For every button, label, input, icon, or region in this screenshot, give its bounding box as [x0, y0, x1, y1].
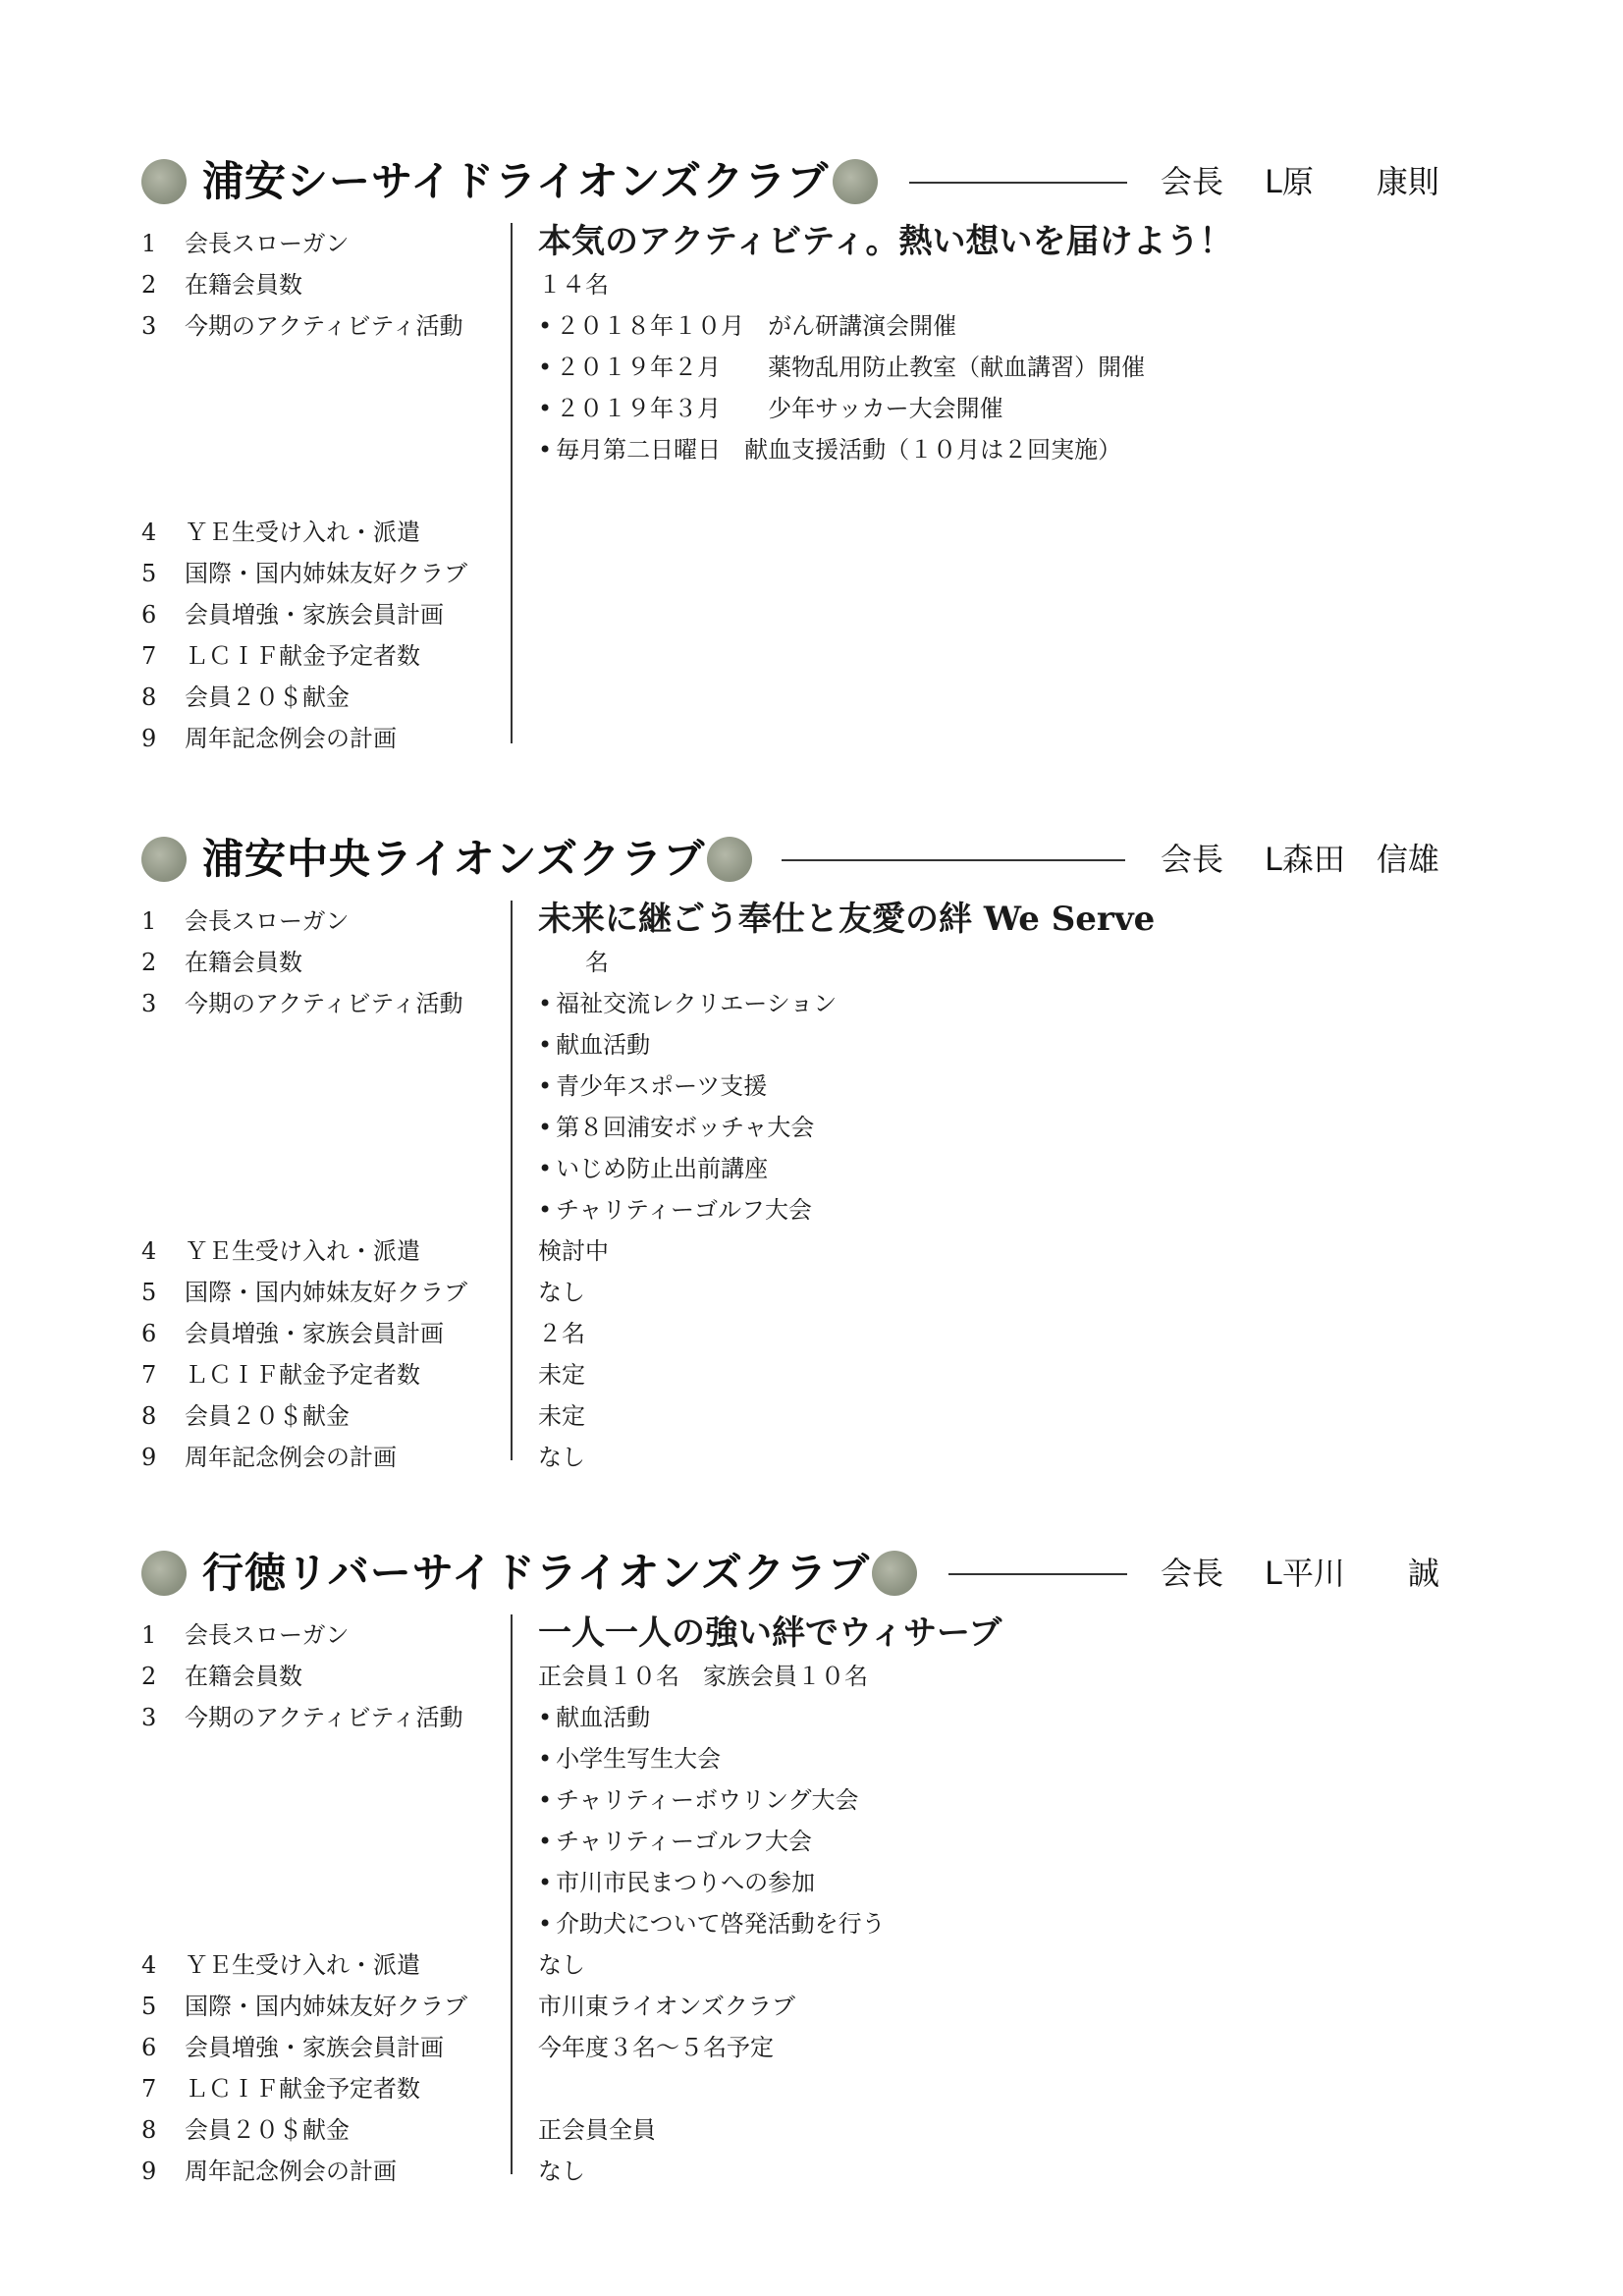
item-label: 在籍会員数: [185, 949, 302, 976]
bullet-dot-icon: [141, 837, 187, 882]
item-label: 会長スローガン: [185, 230, 350, 257]
activity-text: 青少年スポーツ支援: [556, 1072, 768, 1100]
item-number: 5: [141, 560, 157, 587]
activity-item: [538, 1738, 721, 1779]
item-number: 5: [141, 1279, 157, 1306]
item-label: 会長スローガン: [185, 907, 350, 935]
president-label: 会長: [1161, 1555, 1224, 1592]
item-number: 6: [141, 1320, 157, 1347]
bullet-icon: •: [538, 1786, 553, 1814]
answer-value: なし: [538, 1444, 585, 1471]
activity-text: チャリティーボウリング大会: [556, 1786, 859, 1814]
club-header: [137, 152, 1453, 211]
activity-item: [538, 1107, 814, 1148]
bullet-dot-icon: [872, 1551, 917, 1596]
club-header: [137, 830, 1453, 889]
club-name: 行徳リバーサイドライオンズクラブ: [202, 1549, 871, 1597]
members-value: 名: [538, 949, 609, 976]
activity-text: いじめ防止出前講座: [556, 1155, 769, 1182]
item-label: ＹＥ生受け入れ・派遣: [185, 519, 420, 546]
club-body: [137, 901, 1453, 1480]
president-name: L平川 誠: [1265, 1555, 1439, 1592]
item-label: 今期のアクティビティ活動: [185, 1704, 463, 1731]
answer-value: ２名: [538, 1320, 585, 1347]
activity-item: [538, 1862, 815, 1903]
bullet-icon: •: [538, 1114, 553, 1141]
activity-text: 第８回浦安ボッチャ大会: [556, 1114, 815, 1141]
item-label: 国際・国内姉妹友好クラブ: [185, 560, 467, 587]
activity-item: [538, 983, 837, 1024]
activity-item: [538, 1189, 812, 1230]
item-label: ＬＣＩＦ献金予定者数: [185, 642, 420, 670]
item-number: 8: [141, 1402, 157, 1430]
divider: [909, 182, 1127, 184]
activity-item: [538, 1821, 812, 1862]
item-number: 7: [141, 642, 157, 670]
activity-text: 小学生写生大会: [556, 1745, 722, 1773]
activity-item: [538, 347, 1145, 388]
activity-item: [538, 1024, 650, 1066]
activity-text: ２０１９年３月 少年サッカー大会開催: [556, 395, 1003, 422]
item-number: 2: [141, 949, 157, 976]
item-label: 周年記念例会の計画: [185, 1444, 397, 1471]
item-number: 5: [141, 1993, 157, 2020]
item-number: 3: [141, 312, 157, 340]
bullet-icon: •: [538, 1072, 553, 1100]
slogan-value: 未来に継ごう奉仕と友愛の絆 We Serve: [538, 900, 1156, 939]
bullet-icon: •: [538, 1031, 553, 1059]
bullet-icon: •: [538, 1869, 553, 1896]
activity-text: 福祉交流レクリエーション: [556, 990, 838, 1017]
divider: [948, 1573, 1127, 1575]
bullet-dot-icon: [833, 159, 878, 204]
item-label: 会員２０＄献金: [185, 2116, 350, 2144]
item-label: ＹＥ生受け入れ・派遣: [185, 1951, 420, 1979]
club-section-gyotoku-riverside: [137, 1544, 1453, 2194]
bullet-icon: •: [538, 312, 553, 340]
item-number: 3: [141, 990, 157, 1017]
activity-text: 市川市民まつりへの参加: [556, 1869, 816, 1896]
activity-text: 献血活動: [556, 1704, 651, 1731]
activity-text: 介助犬について啓発活動を行う: [556, 1910, 886, 1938]
item-number: 4: [141, 1237, 157, 1265]
activity-item: [538, 305, 956, 347]
activity-text: チャリティーゴルフ大会: [556, 1828, 813, 1855]
club-body: [137, 223, 1453, 802]
club-section-urayasu-chuo: [137, 830, 1453, 1480]
item-number: 3: [141, 1704, 157, 1731]
activity-item: [538, 1697, 650, 1738]
item-label: 会員増強・家族会員計画: [185, 2034, 444, 2061]
item-number: 8: [141, 683, 157, 711]
activity-text: ２０１８年１０月 がん研講演会開催: [556, 312, 957, 340]
bullet-icon: •: [538, 990, 553, 1017]
bullet-icon: •: [538, 1196, 553, 1224]
members-value: 正会員１０名 家族会員１０名: [538, 1663, 868, 1690]
slogan-value: 本気のアクティビティ。熱い想いを届けよう！: [538, 222, 1233, 261]
bullet-icon: •: [538, 1745, 553, 1773]
activity-item: [538, 1903, 886, 1944]
item-number: 7: [141, 2075, 157, 2103]
item-label: 在籍会員数: [185, 1663, 302, 1690]
column-divider: [511, 901, 513, 1460]
activity-item: [538, 1066, 767, 1107]
club-body: [137, 1614, 1453, 2194]
divider: [782, 859, 1125, 861]
answer-value: 正会員全員: [538, 2116, 656, 2144]
club-name: 浦安シーサイドライオンズクラブ: [202, 157, 830, 205]
club-section-urayasu-seaside: [137, 152, 1453, 802]
activity-text: 献血活動: [556, 1031, 651, 1059]
item-number: 1: [141, 1621, 157, 1649]
item-number: 6: [141, 601, 157, 629]
bullet-dot-icon: [141, 1551, 187, 1596]
item-number: 8: [141, 2116, 157, 2144]
item-number: 2: [141, 271, 157, 299]
club-name: 浦安中央ライオンズクラブ: [202, 835, 706, 883]
item-label: 会長スローガン: [185, 1621, 350, 1649]
president-label: 会長: [1161, 841, 1224, 878]
answer-value: なし: [538, 2158, 585, 2185]
item-number: 9: [141, 2158, 157, 2185]
item-label: ＹＥ生受け入れ・派遣: [185, 1237, 420, 1265]
item-label: 周年記念例会の計画: [185, 2158, 397, 2185]
slogan-value: 一人一人の強い絆でウィサーブ: [538, 1613, 1002, 1653]
item-number: 9: [141, 725, 157, 752]
activity-item: [538, 1148, 768, 1189]
activity-item: [538, 429, 1121, 470]
members-value: １４名: [538, 271, 609, 299]
answer-value: なし: [538, 1951, 585, 1979]
item-number: 2: [141, 1663, 157, 1690]
answer-value: 今年度３名～５名予定: [538, 2034, 774, 2061]
bullet-icon: •: [538, 354, 553, 381]
item-number: 1: [141, 230, 157, 257]
item-number: 6: [141, 2034, 157, 2061]
answer-value: 未定: [538, 1402, 585, 1430]
answer-value: 検討中: [538, 1237, 609, 1265]
bullet-icon: •: [538, 1704, 553, 1731]
column-divider: [511, 1614, 513, 2174]
item-label: 会員増強・家族会員計画: [185, 1320, 444, 1347]
president-label: 会長: [1161, 163, 1224, 200]
activity-text: チャリティーゴルフ大会: [556, 1196, 813, 1224]
president-name: L森田 信雄: [1265, 841, 1439, 878]
answer-value: 未定: [538, 1361, 585, 1389]
bullet-icon: •: [538, 1910, 553, 1938]
bullet-icon: •: [538, 436, 553, 464]
bullet-icon: •: [538, 395, 553, 422]
answer-value: なし: [538, 1279, 585, 1306]
item-label: 周年記念例会の計画: [185, 725, 397, 752]
activity-item: [538, 388, 1003, 429]
item-number: 4: [141, 519, 157, 546]
item-number: 7: [141, 1361, 157, 1389]
item-label: ＬＣＩＦ献金予定者数: [185, 2075, 420, 2103]
item-label: ＬＣＩＦ献金予定者数: [185, 1361, 420, 1389]
column-divider: [511, 223, 513, 743]
item-label: 会員増強・家族会員計画: [185, 601, 444, 629]
bullet-dot-icon: [141, 159, 187, 204]
bullet-icon: •: [538, 1828, 553, 1855]
item-label: 国際・国内姉妹友好クラブ: [185, 1993, 467, 2020]
activity-item: [538, 1779, 859, 1821]
bullet-dot-icon: [707, 837, 752, 882]
item-number: 4: [141, 1951, 157, 1979]
item-label: 会員２０＄献金: [185, 683, 350, 711]
activity-text: ２０１９年２月 薬物乱用防止教室（献血講習）開催: [556, 354, 1146, 381]
bullet-icon: •: [538, 1155, 553, 1182]
item-label: 在籍会員数: [185, 271, 302, 299]
item-number: 1: [141, 907, 157, 935]
activity-text: 毎月第二日曜日 献血支援活動（１０月は２回実施）: [556, 436, 1122, 464]
item-label: 今期のアクティビティ活動: [185, 990, 463, 1017]
item-label: 今期のアクティビティ活動: [185, 312, 463, 340]
club-header: [137, 1544, 1453, 1603]
president-name: L原 康則: [1265, 163, 1439, 200]
item-number: 9: [141, 1444, 157, 1471]
answer-value: 市川東ライオンズクラブ: [538, 1993, 795, 2020]
item-label: 会員２０＄献金: [185, 1402, 350, 1430]
item-label: 国際・国内姉妹友好クラブ: [185, 1279, 467, 1306]
